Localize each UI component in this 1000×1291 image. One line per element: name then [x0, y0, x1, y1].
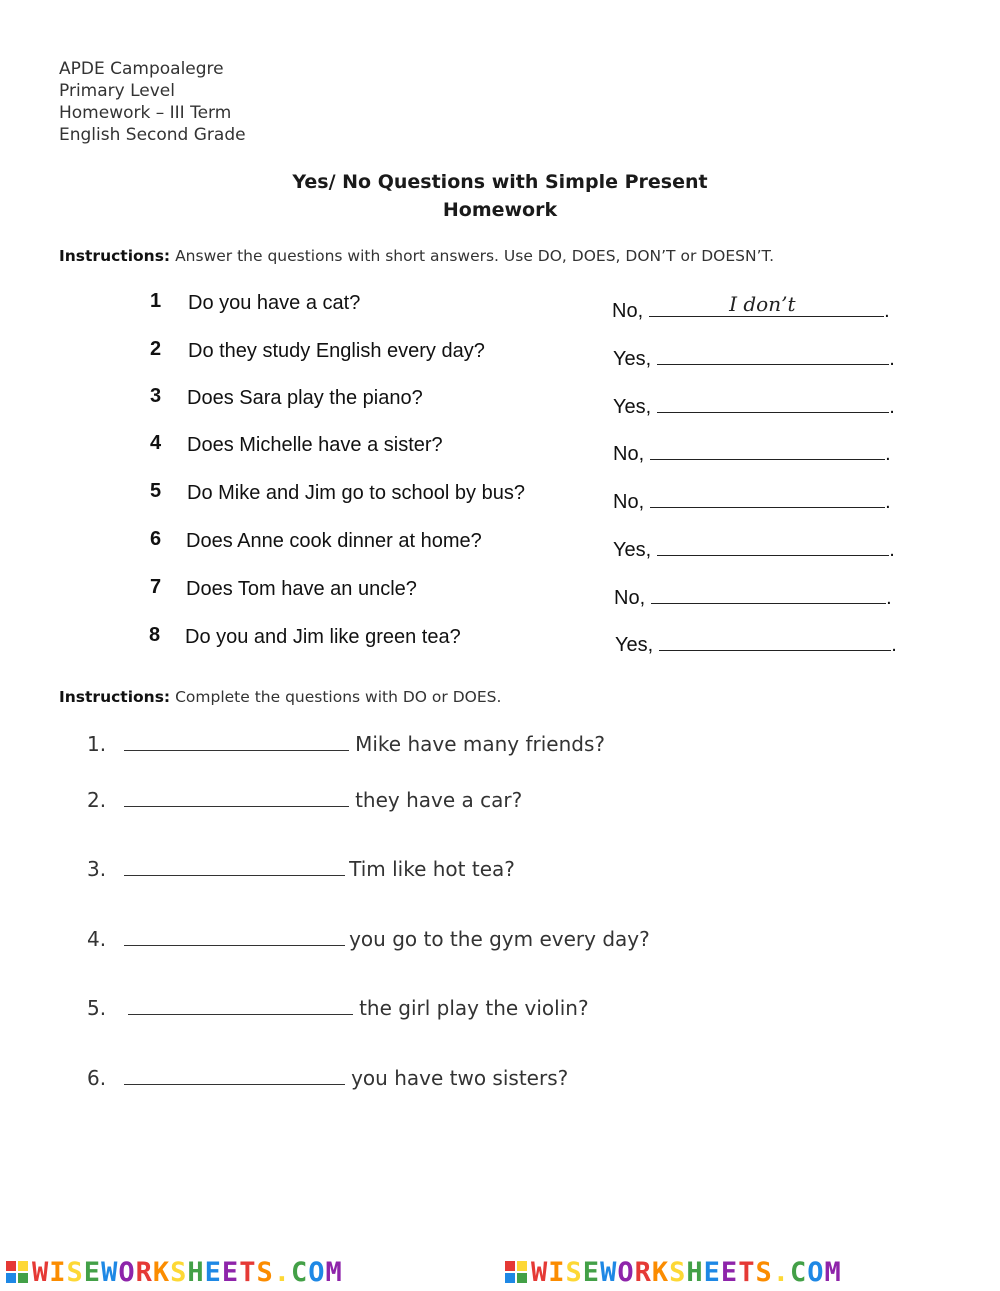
- item-number: 2.: [87, 788, 107, 812]
- instructions-2-text: Complete the questions with DO or DOES.: [175, 688, 502, 706]
- answer-prefix: No,: [612, 300, 644, 322]
- answer-blank[interactable]: [657, 344, 889, 365]
- answer-blank[interactable]: [659, 630, 891, 651]
- answer-prefix: Yes,: [613, 396, 652, 418]
- question-row: [0, 338, 1000, 378]
- question-text: Do Mike and Jim go to school by bus?: [187, 482, 525, 504]
- answer-blank[interactable]: [124, 857, 345, 876]
- page-subtitle: Homework: [442, 199, 558, 221]
- answer-area: No, .: [614, 583, 892, 610]
- question-text: Does Michelle have a sister?: [187, 434, 443, 456]
- instructions-2: [59, 688, 501, 706]
- question-text: Do you have a cat?: [188, 292, 361, 314]
- answer-blank[interactable]: [124, 1066, 345, 1085]
- question-text: Do you and Jim like green tea?: [185, 626, 461, 648]
- answer-area: No, .: [613, 439, 891, 466]
- answer-prefix: Yes,: [613, 348, 652, 370]
- answer-area: No, .: [613, 487, 891, 514]
- item-text: you have two sisters?: [351, 1066, 569, 1090]
- item-number: 6.: [87, 1066, 107, 1090]
- question-row: [0, 385, 1000, 425]
- question-number: 2: [150, 338, 162, 360]
- question-number: 6: [150, 528, 162, 550]
- answer-area: Yes, .: [613, 535, 895, 562]
- item-number: 3.: [87, 857, 107, 881]
- instructions-1: [59, 247, 774, 265]
- term: Homework – III Term: [59, 103, 232, 123]
- question-number: 7: [150, 576, 162, 598]
- question-row: [0, 290, 1000, 330]
- instructions-1-label: Instructions:: [59, 247, 171, 265]
- answer-blank[interactable]: [124, 788, 349, 807]
- footer-brand[interactable]: WISEWORKSHEETS.COM: [32, 1257, 343, 1288]
- question-number: 8: [149, 624, 161, 646]
- item-number: 1.: [87, 732, 107, 756]
- question-text: Do they study English every day?: [188, 340, 485, 362]
- item-text: you go to the gym every day?: [349, 927, 650, 951]
- answer-area: No, I don’t .: [612, 292, 890, 322]
- instructions-1-text: Answer the questions with short answers. Use DO, DOES, DON’T or DOESN’T.: [175, 247, 775, 265]
- completion-item: [87, 732, 605, 756]
- brand-logo-icon: [6, 1261, 28, 1283]
- answer-area: Yes, .: [615, 630, 897, 657]
- instructions-2-label: Instructions:: [59, 688, 171, 706]
- footer-watermark: [0, 1253, 1000, 1291]
- answer-blank[interactable]: [649, 292, 884, 317]
- page-title: Yes/ No Questions with Simple Present: [292, 171, 708, 193]
- school-name: APDE Campoalegre: [59, 59, 224, 79]
- item-number: 4.: [87, 927, 107, 951]
- handwritten-answer: I don’t: [729, 292, 796, 316]
- footer-brand[interactable]: WISEWORKSHEETS.COM: [531, 1257, 842, 1288]
- answer-blank[interactable]: [657, 392, 889, 413]
- grade: English Second Grade: [59, 125, 246, 145]
- answer-blank[interactable]: [128, 996, 353, 1015]
- question-row: [0, 528, 1000, 568]
- item-text: Tim like hot tea?: [349, 857, 515, 881]
- completion-item: [87, 1066, 568, 1090]
- item-number: 5.: [87, 996, 107, 1020]
- answer-area: Yes, .: [613, 392, 895, 419]
- answer-prefix: No,: [613, 491, 645, 513]
- question-number: 1: [150, 290, 162, 312]
- answer-blank[interactable]: [650, 487, 885, 508]
- question-row: [0, 576, 1000, 616]
- answer-prefix: No,: [614, 587, 646, 609]
- brand-logo-icon: [505, 1261, 527, 1283]
- completion-item: [87, 857, 515, 881]
- question-number: 4: [150, 432, 162, 454]
- answer-area: Yes, .: [613, 344, 895, 371]
- question-row: [0, 480, 1000, 520]
- level: Primary Level: [59, 81, 175, 101]
- question-text: Does Anne cook dinner at home?: [186, 530, 482, 552]
- question-row: [0, 624, 1000, 664]
- question-text: Does Tom have an uncle?: [186, 578, 417, 600]
- answer-blank[interactable]: [124, 732, 349, 751]
- answer-blank[interactable]: [651, 583, 886, 604]
- answer-prefix: Yes,: [613, 539, 652, 561]
- completion-item: [87, 788, 522, 812]
- answer-blank[interactable]: [657, 535, 889, 556]
- answer-prefix: No,: [613, 443, 645, 465]
- answer-prefix: Yes,: [615, 634, 654, 656]
- item-text: they have a car?: [355, 788, 523, 812]
- completion-item: [87, 996, 589, 1020]
- question-row: [0, 432, 1000, 472]
- completion-item: [87, 927, 650, 951]
- question-number: 3: [150, 385, 162, 407]
- answer-blank[interactable]: [650, 439, 885, 460]
- question-text: Does Sara play the piano?: [187, 387, 423, 409]
- answer-blank[interactable]: [124, 927, 345, 946]
- item-text: Mike have many friends?: [355, 732, 606, 756]
- item-text: the girl play the violin?: [359, 996, 589, 1020]
- question-number: 5: [150, 480, 162, 502]
